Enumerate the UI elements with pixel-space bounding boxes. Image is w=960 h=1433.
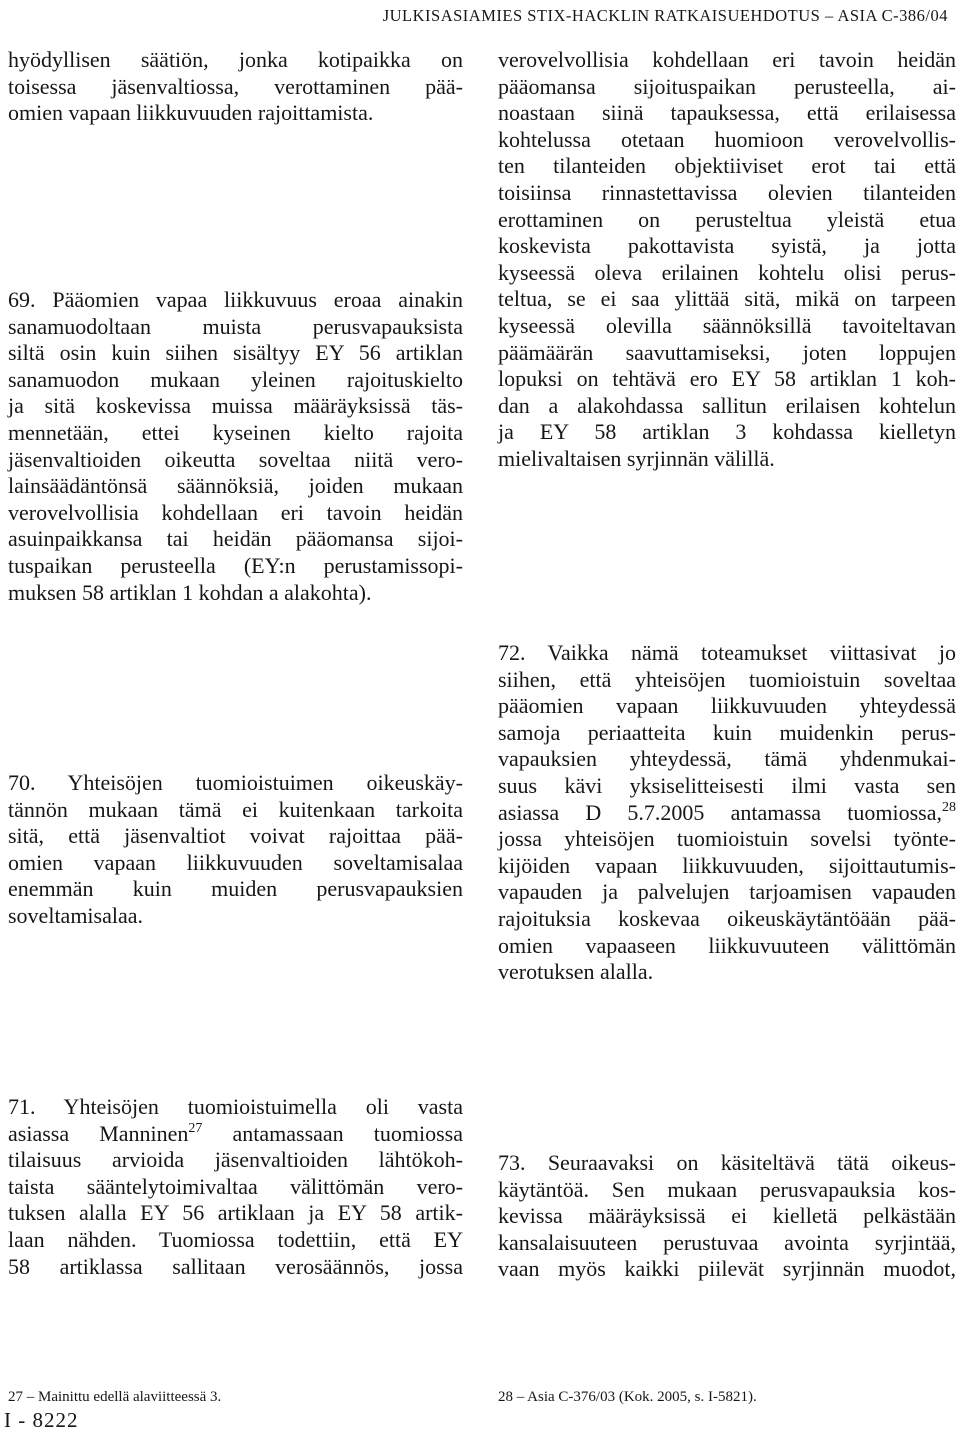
text-line: sitä, että jäsenvaltiot voivat rajoittaa pää-	[8, 823, 463, 849]
text-line: tuspaikan perusteella (EY:n perustamissopi-	[8, 552, 463, 578]
text-line: 69. Pääomien vapaa liikkuvuus eroaa ainakin	[8, 287, 463, 312]
text-line: omien vapaan liikkuvuuden rajoittamista.	[8, 100, 374, 126]
text-line: 73. Seuraavaksi on käsiteltävä tätä oikeus-	[498, 1150, 956, 1175]
text-line: kyseessä oleva erilainen kohtelu olisi perus-	[498, 259, 956, 285]
text-fragment: asiassa Manninen	[8, 1120, 189, 1146]
text-line: hyödyllisen säätiön, jonka kotipaikka on	[8, 47, 463, 72]
text-line: 58 artiklassa sallitaan verosäännös, jossa	[8, 1253, 463, 1279]
text-line: verotuksen alalla.	[498, 959, 654, 985]
text-line: vaan myös kaikki piilevät syrjinnän muodot,	[498, 1256, 956, 1282]
text-line: laan nähden. Tuomiossa todettiin, että EY	[8, 1226, 463, 1252]
text-fragment: asiassa D 5.7.2005 antamassa tuomiossa,	[498, 799, 942, 825]
text-line: 72. Vaikka nämä toteamukset viittasivat jo	[498, 640, 956, 665]
paragraph-69	[8, 287, 463, 606]
text-line: 70. Yhteisöjen tuomioistuimen oikeuskäy-	[8, 770, 463, 795]
text-line: jäsenvaltioiden oikeutta soveltaa niitä vero-	[8, 446, 463, 472]
footnote-ref-28[interactable]: 28	[942, 799, 956, 815]
text-line: lopuksi on tehtävä ero EY 58 artiklan 1 koh-	[498, 366, 956, 392]
text-line: verovelvollisia kohdellaan eri tavoin heidän	[498, 47, 956, 72]
text-line: noastaan siinä tapauksessa, että erilaisessa	[498, 100, 956, 126]
text-line: siihen, että yhteisöjen tuomioistuin soveltaa	[498, 666, 956, 692]
page-number: I - 8222	[4, 1408, 79, 1432]
text-line: kansalaisuuteen perustuvaa avointa syrjintää,	[498, 1229, 956, 1255]
text-line: sanamuodon mukaan yleinen rajoituskielto	[8, 366, 463, 392]
text-line: vapauksien yhteydessä, tämä yhdenmukai-	[498, 746, 956, 772]
text-line: 71. Yhteisöjen tuomioistuimella oli vasta	[8, 1094, 463, 1119]
text-line: ja EY 58 artiklan 3 kohdassa kielletyn	[498, 419, 956, 445]
paragraph-73	[498, 1150, 956, 1283]
text-line: pääomansa sijoituspaikan perusteella, ai-	[498, 73, 956, 99]
text-line: ja sitä koskevissa muissa määräyksissä täs-	[8, 393, 463, 419]
text-line: ten tilanteiden objektiiviset erot tai että	[498, 153, 956, 179]
text-line: mielivaltaisen syrjinnän välillä.	[498, 445, 775, 471]
text-line: erottaminen on perusteltua yleistä etua	[498, 206, 956, 232]
text-line: samoja periaatteita kuin muidenkin perus-	[498, 719, 956, 745]
footnote-27: 27 – Mainittu edellä alaviitteessä 3.	[8, 1389, 222, 1405]
text-line: kevissa määräyksissä ei kielletä pelkästään	[498, 1203, 956, 1229]
footnote-ref-27[interactable]: 27	[188, 1120, 203, 1136]
text-line: asuinpaikkansa tai heidän pääomansa sijoi-	[8, 526, 463, 552]
text-line: suus kävi yksiselitteisesti ilmi vasta sen	[498, 772, 956, 798]
text-line	[8, 1121, 463, 1148]
text-line: tuksen alalla EY 56 artiklaan ja EY 58 artik-	[8, 1200, 463, 1226]
text-line: pääomien vapaan liikkuvuuden yhteydessä	[498, 693, 956, 719]
text-line	[498, 800, 956, 827]
footnote-28: 28 – Asia C-376/03 (Kok. 2005, s. I-5821).	[498, 1389, 757, 1405]
text-line: sanamuodoltaan muista perusvapauksista	[8, 313, 463, 339]
text-line: toisessa jäsenvaltiossa, verottaminen pää-	[8, 73, 463, 99]
running-header: JULKISASIAMIES STIX-HACKLIN RATKAISUEHDOTUS – ASIA C-386/04	[382, 6, 948, 25]
text-line: lainsäädäntönsä säännöksiä, joiden mukaan	[8, 473, 463, 499]
text-line: mennetään, ettei kyseinen kielto rajoita	[8, 419, 463, 445]
text-line: teltua, se ei saa ylittää sitä, mikä on tarpeen	[498, 286, 956, 312]
text-line: tännön mukaan tämä ei kuitenkaan tarkoita	[8, 796, 463, 822]
paragraph-68-continued	[8, 47, 463, 127]
text-line: siltä osin kuin siihen sisältyy EY 56 artiklan	[8, 340, 463, 366]
text-line: rajoituksia koskevaa oikeuskäytäntöään pää-	[498, 905, 956, 931]
text-line: päämäärän saavuttamiseksi, joten loppujen	[498, 339, 956, 365]
text-line: käytäntöä. Sen mukaan perusvapauksia kos-	[498, 1176, 956, 1202]
text-line: soveltamisalaa.	[8, 902, 144, 928]
text-line: jossa yhteisöjen tuomioistuin sovelsi työnte-	[498, 826, 956, 852]
paragraph-69-continued	[498, 47, 956, 473]
text-line: verovelvollisia kohdellaan eri tavoin heidän	[8, 499, 463, 525]
text-line: enemmän kuin muiden perusvapauksien	[8, 876, 463, 902]
text-line: dan a alakohdassa sallitun erilaisen kohtelun	[498, 392, 956, 418]
paragraph-70	[8, 770, 463, 930]
paragraph-71	[8, 1094, 463, 1280]
text-line: koskevista pakottavista syistä, ja jotta	[498, 233, 956, 259]
text-fragment: antamassaan tuomiossa	[202, 1120, 463, 1146]
text-line: kyseessä olevilla säännöksillä tavoiteltavan	[498, 312, 956, 338]
text-line: vapauden ja palvelujen tarjoamisen vapauden	[498, 879, 956, 905]
text-line: taista sääntelytoimivaltaa välittömän vero-	[8, 1173, 463, 1199]
text-line: tilaisuus arvioida jäsenvaltioiden lähtökoh-	[8, 1147, 463, 1173]
text-line: omien vapaan liikkuvuuden soveltamisalaa	[8, 849, 463, 875]
text-line: kohtelussa otetaan huomioon verovelvollis-	[498, 126, 956, 152]
text-line: omien vapaaseen liikkuvuuteen välittömän	[498, 932, 956, 958]
text-line: toisiinsa rinnastettavissa olevien tilanteiden	[498, 179, 956, 205]
text-line: kijöiden vapaan liikkuvuuden, sijoittautumis-	[498, 852, 956, 878]
text-line: muksen 58 artiklan 1 kohdan a alakohta).	[8, 579, 372, 605]
paragraph-72	[498, 640, 956, 986]
